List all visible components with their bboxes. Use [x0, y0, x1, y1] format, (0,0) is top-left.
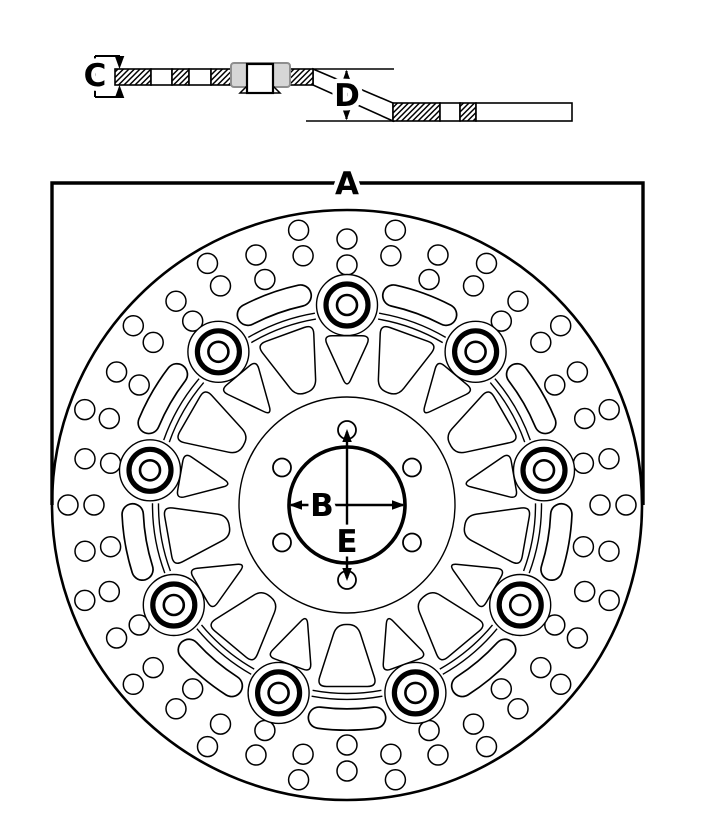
dimension-label-bore-B: B — [310, 488, 334, 524]
front-view — [52, 183, 643, 800]
dimension-label-pcd-E: E — [336, 524, 358, 560]
dimension-label-outer-diameter-A: A — [335, 166, 359, 202]
dimension-label-thickness-C: C — [83, 58, 107, 94]
dimension-label-offset-D: D — [334, 78, 360, 114]
